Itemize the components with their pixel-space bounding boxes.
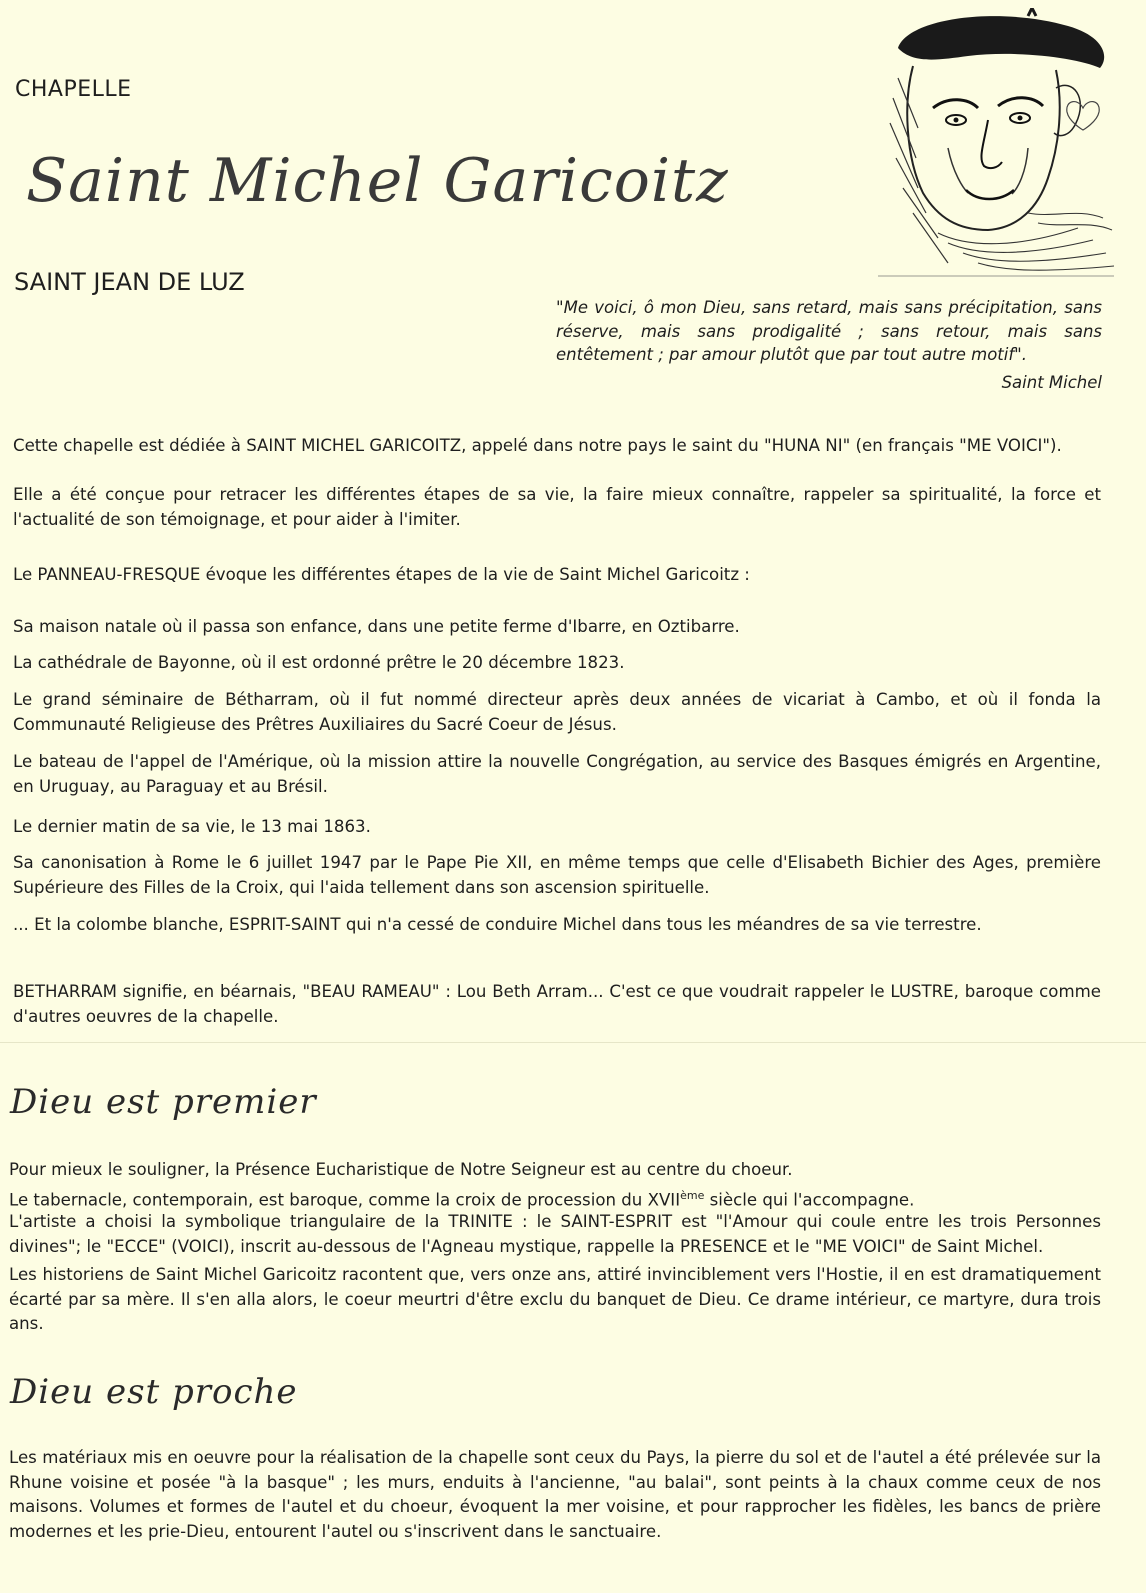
saint-quote: "Me voici, ô mon Dieu, sans retard, mais sans précipitation, sans réserve, mais sans prodigalité ; sans retour, mais sans entêtement ; par amour plutôt que par tout autre motif". (556, 298, 1102, 364)
page-fold-line (0, 1042, 1146, 1043)
intro-purpose: Elle a été conçue pour retracer les différentes étapes de sa vie, la faire mieux connaître, rappeler sa spiritualité, la force et l'actualité de son témoignage, et pour aider à l'imiter. (13, 485, 1101, 529)
saint-portrait-drawing (878, 8, 1114, 280)
step-seminaire: Le grand séminaire de Bétharram, où il fut nommé directeur après deux années de vicariat à Cambo, et où il fonda la Communauté Religieuse des Prêtres Auxiliaires du Sacré Coeur de Jésus. (13, 690, 1101, 734)
intro-panneau: Le PANNEAU-FRESQUE évoque les différentes étapes de la vie de Saint Michel Garicoitz : (13, 565, 750, 584)
step-canonisation: Sa canonisation à Rome le 6 juillet 1947 par le Pape Pie XII, en même temps que celle d'Elisabeth Bichier des Ages, première Supérieure des Filles de la Croix, qui l'aida tellement dans son ascension spirituelle. (13, 853, 1101, 897)
tabernacle-text: Le tabernacle, contemporain, est baroque, comme la croix de procession du XVII (9, 1190, 681, 1210)
premier-line-historiens: Les historiens de Saint Michel Garicoitz racontent que, vers onze ans, attiré invinciblement vers l'Hostie, il en est dramatiquement écarté par sa mère. Il s'en alla alors, le coeur meurtri d'être exclu du banquet de Dieu. Ce drame intérieur, ce martyre, dura trois ans. (9, 1265, 1101, 1333)
premier-line-presence: Pour mieux le souligner, la Présence Eucharistique de Notre Seigneur est au centre du choeur. (9, 1160, 793, 1179)
step-maison-natale: Sa maison natale où il passa son enfance, dans une petite ferme d'Ibarre, en Oztibarre. (13, 617, 740, 636)
section-title-dieu-est-premier: Dieu est premier (10, 1082, 317, 1122)
step-bateau: Le bateau de l'appel de l'Amérique, où la mission attire la nouvelle Congrégation, au service des Basques émigrés en Argentine, en Uruguay, au Paraguay et au Brésil. (13, 752, 1101, 796)
premier-line-trinite: L'artiste a choisi la symbolique triangulaire de la TRINITE : le SAINT-ESPRIT est "l'Amour qui coule entre les trois Personnes divines"; le "ECCE" (VOICI), inscrit au-dessous de l'Agneau mystique, rappelle la PRESENCE et le "ME VOICI" de Saint Michel. (9, 1212, 1101, 1256)
section-title-dieu-est-proche: Dieu est proche (10, 1372, 298, 1412)
step-dernier-matin: Le dernier matin de sa vie, le 13 mai 1863. (13, 817, 371, 836)
page-title: Saint Michel Garicoitz (26, 146, 729, 216)
header-chapelle: CHAPELLE (15, 77, 132, 102)
proche-materiaux: Les matériaux mis en oeuvre pour la réalisation de la chapelle sont ceux du Pays, la pierre du sol et de l'autel a été prélevée sur la Rhune voisine et posée "à la basque" ; les murs, enduits à l'ancienne, "au balai", sont peints à la chaux comme ceux de nos maisons. Volumes et formes de l'autel et du choeur, évoquent la mer voisine, et pour rapprocher les fidèles, les bancs de prière modernes et les prie-Dieu, entourent l'autel ou s'inscrivent dans le sanctuaire. (9, 1448, 1101, 1541)
betharram-paragraph: BETHARRAM signifie, en béarnais, "BEAU RAMEAU" : Lou Beth Arram... C'est ce que voudrait rappeler le LUSTRE, baroque comme d'autres oeuvres de la chapelle. (13, 982, 1101, 1026)
step-cathedrale: La cathédrale de Bayonne, où il est ordonné prêtre le 20 décembre 1823. (13, 653, 625, 672)
header-city: SAINT JEAN DE LUZ (14, 268, 245, 296)
premier-line-tabernacle (9, 1184, 1101, 1213)
step-colombe: ... Et la colombe blanche, ESPRIT-SAINT qui n'a cessé de conduire Michel dans tous les méandres de sa vie terrestre. (13, 915, 982, 934)
quote-author: Saint Michel (1001, 373, 1102, 392)
intro-dedication: Cette chapelle est dédiée à SAINT MICHEL GARICOITZ, appelé dans notre pays le saint du "HUNA NI" (en français "ME VOICI"). (13, 436, 1062, 455)
tabernacle-text-end: siècle qui l'accompagne. (704, 1190, 915, 1210)
century-superscript: ème (680, 1189, 705, 1202)
